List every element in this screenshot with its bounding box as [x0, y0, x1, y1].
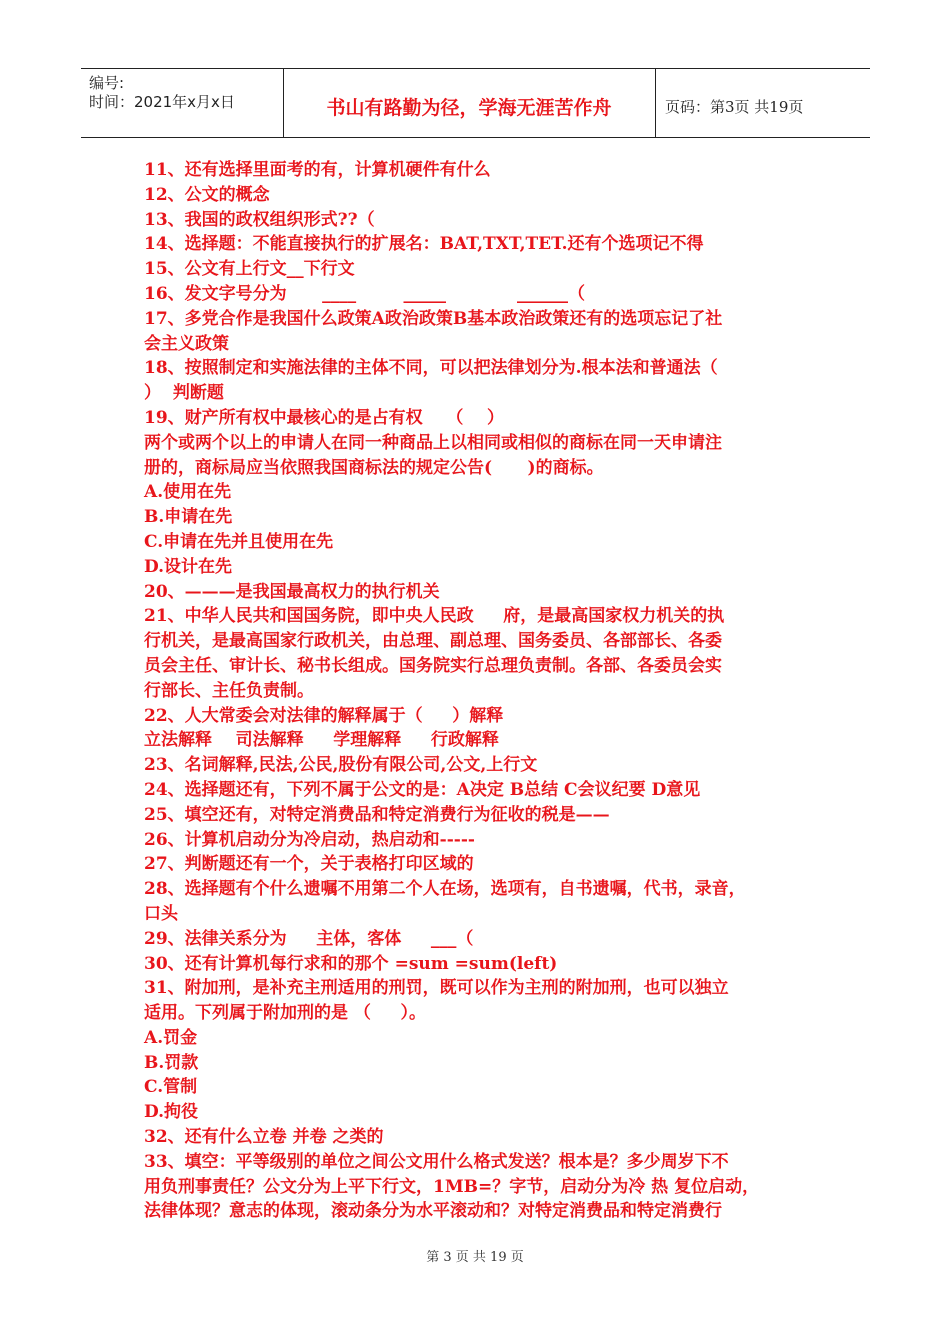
text-line: 20、———是我国最高权力的执行机关	[144, 581, 440, 602]
text-line: 17、多党合作是我国什么政策A政治政策B基本政治政策还有的选项忘记了社	[144, 308, 723, 329]
text-line: 19、财产所有权中最核心的是占有权 （ ）	[144, 407, 505, 428]
text-line: 14、选择题：不能直接执行的扩展名：BAT,TXT,TET.还有个选项记不得	[144, 234, 704, 255]
text-line: 25、填空还有，对特定消费品和特定消费行为征收的税是——	[144, 804, 610, 825]
text-line: 行机关，是最高国家行政机关，由总理、副总理、国务委员、各部部长、各委	[144, 631, 722, 652]
text-line: 23、名词解释,民法,公民,股份有限公司,公文,上行文	[144, 755, 538, 776]
text-line: 法律体现？意志的体现，滚动条分为水平滚动和？对特定消费品和特定消费行	[144, 1201, 722, 1222]
text-line: 12、公文的概念	[144, 184, 270, 205]
text-line: C.申请在先并且使用在先	[144, 531, 334, 552]
page-code: 页码：第3页 共19页	[665, 98, 804, 116]
text-line: 15、公文有上行文__下行文	[144, 259, 355, 280]
text-line: 立法解释 司法解释 学理解释 行政解释	[144, 730, 499, 751]
text-line: 33、填空：平等级别的单位之间公文用什么格式发送？根本是？多少周岁下不	[144, 1151, 729, 1172]
text-line: 13、我国的政权组织形式??（	[144, 209, 375, 230]
page-header	[81, 68, 870, 138]
text-line: A.使用在先	[144, 482, 232, 503]
text-line: 21、中华人民共和国国务院，即中央人民政 府，是最高国家权力机关的执	[144, 606, 725, 627]
text-line: D.设计在先	[144, 556, 233, 577]
text-line: 28、选择题有个什么遗嘱不用第二个人在场，选项有，自书遗嘱，代书，录音，	[144, 879, 746, 900]
text-line: 册的，商标局应当依照我国商标法的规定公告( )的商标。	[144, 457, 604, 478]
document-time-label: 时间：2021年x月x日	[89, 93, 235, 111]
document-body	[144, 158, 824, 1224]
text-line: 两个或两个以上的申请人在同一种商品上以相同或相似的商标在同一天申请注	[144, 432, 722, 453]
text-line: 11、还有选择里面考的有，计算机硬件有什么	[144, 160, 491, 180]
text-line: 18、按照制定和实施法律的主体不同，可以把法律划分为.根本法和普通法（	[144, 358, 718, 379]
header-info-cell	[81, 69, 284, 137]
text-line: 口头	[144, 903, 178, 924]
text-line: 30、还有计算机每行求和的那个 =sum =sum(left)	[144, 953, 558, 974]
text-line: 31、附加刑，是补充主刑适用的刑罚，既可以作为主刑的附加刑，也可以独立	[144, 978, 729, 999]
text-line: 24、选择题还有，下列不属于公文的是：A决定 B总结 C会议纪要 D意见	[144, 779, 701, 800]
text-line: 会主义政策	[144, 333, 229, 354]
text-line: 用负刑事责任？公文分为上平下行文，1MB=？字节，启动分为冷 热 复位启动，	[144, 1176, 760, 1197]
header-page-cell	[655, 69, 870, 137]
text-line: C.管制	[144, 1077, 198, 1098]
text-line: 员会主任、审计长、秘书长组成。国务院实行总理负责制。各部、各委员会实	[144, 655, 722, 676]
text-line: ） 判断题	[144, 383, 224, 404]
text-line: D.拘役	[144, 1102, 199, 1123]
text-line: B.罚款	[144, 1052, 199, 1073]
header-motto-cell	[283, 69, 656, 137]
page-footer: 第 3 页 共 19 页	[426, 1250, 524, 1265]
text-line: 32、还有什么立卷 并卷 之类的	[144, 1127, 384, 1148]
text-line: A.罚金	[144, 1027, 198, 1048]
text-line: 16、发文字号分为 ____ _____ ______（	[144, 283, 586, 304]
text-line: 行部长、主任负责制。	[144, 680, 314, 701]
text-line: B.申请在先	[144, 507, 233, 528]
text-line: 22、人大常委会对法律的解释属于（ ）解释	[144, 705, 504, 726]
text-line: 26、计算机启动分为冷启动，热启动和-----	[144, 829, 475, 850]
text-line: 27、判断题还有一个，关于表格打印区域的	[144, 854, 474, 875]
motto: 书山有路勤为径，学海无涯苦作舟	[326, 97, 612, 119]
document-number-label: 编号:	[89, 74, 125, 92]
text-line: 29、法律关系分为 主体，客体 ___（	[144, 928, 474, 949]
text-line: 适用。下列属于附加刑的是 （ ）。	[144, 1003, 427, 1024]
